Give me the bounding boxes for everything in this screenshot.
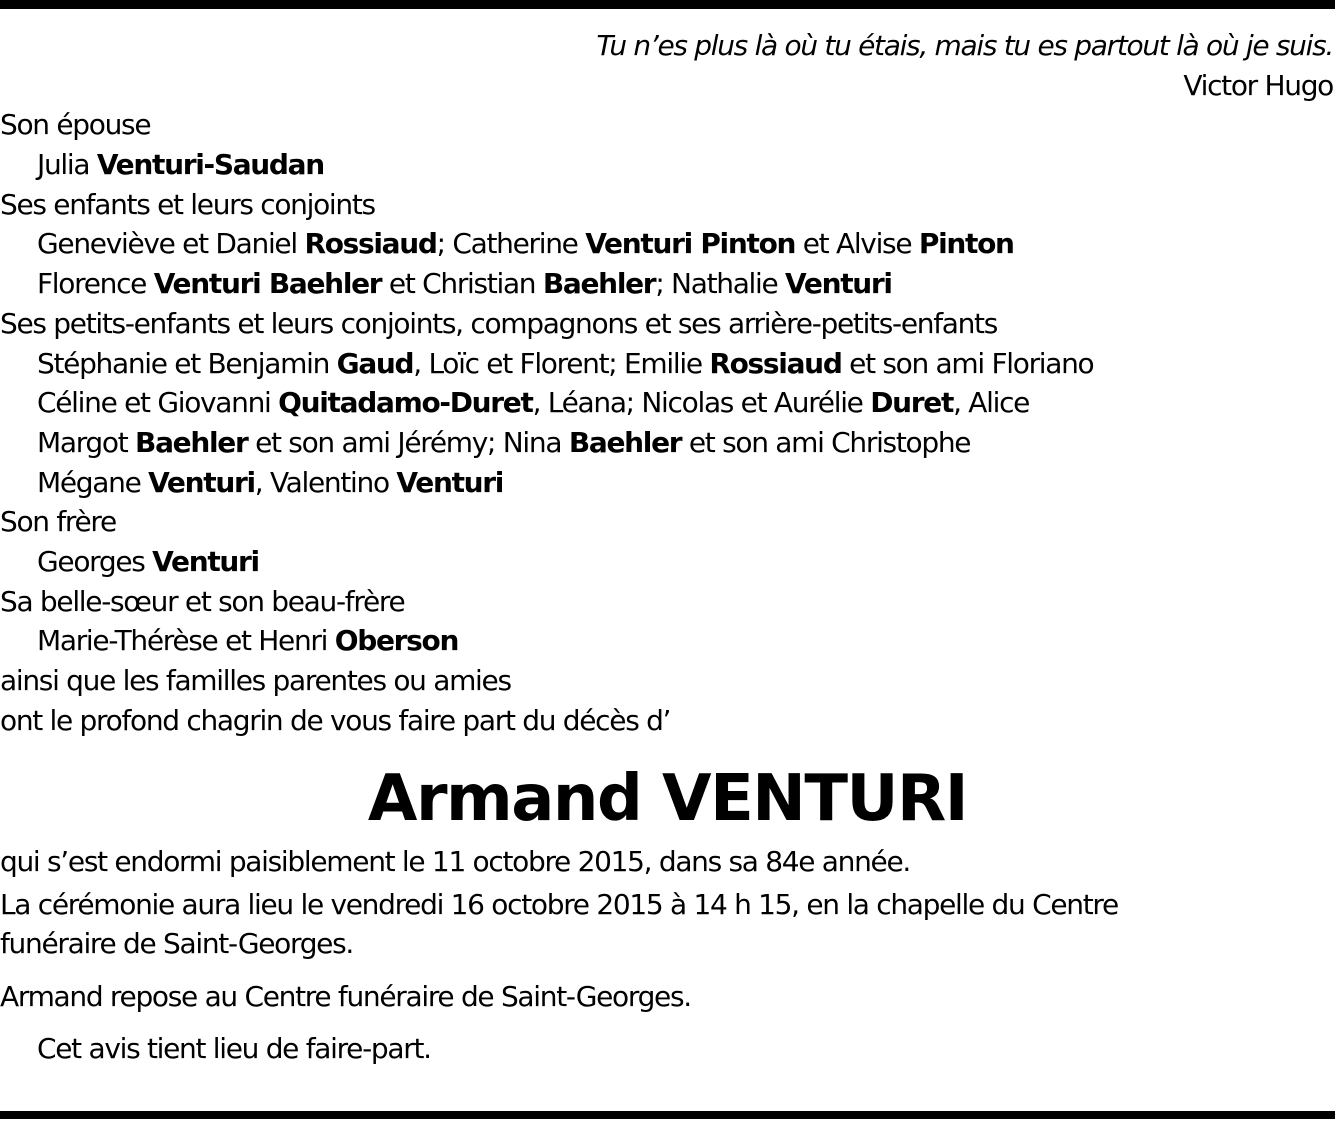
name-text: Geneviève et Daniel — [37, 227, 305, 261]
grandchildren-heading: Ses petits-enfants et leurs conjoints, compagnons et ses arrière-petits-enfants — [0, 306, 998, 340]
inlaws-names — [0, 621, 1335, 661]
passing-paragraph — [0, 842, 1335, 882]
spouse-last-name: Venturi-Saudan — [96, 148, 324, 182]
grandchildren-line — [0, 344, 1335, 384]
brother-first-name: Georges — [37, 544, 153, 578]
deceased-name: Armand VENTURI — [367, 762, 968, 837]
surname-text: Venturi — [396, 465, 504, 499]
spouse-heading: Son épouse — [0, 108, 151, 142]
inlaws-first-names: Marie-Thérèse et Henri — [37, 624, 335, 658]
announcement-line: ont le profond chagrin de vous faire part du décès d’ — [0, 703, 671, 737]
inlaws-last-name: Oberson — [334, 624, 459, 658]
name-text: et Christian — [381, 267, 543, 301]
surname-text: Venturi Baehler — [153, 267, 382, 301]
brother-last-name: Venturi — [152, 544, 259, 578]
surname-text: Baehler — [135, 425, 248, 459]
name-text: ; Catherine — [436, 227, 586, 261]
surname-text: Rossiaud — [304, 227, 437, 261]
name-text: Margot — [37, 425, 136, 459]
name-text: Florence — [37, 267, 154, 301]
brother-heading: Son frère — [0, 505, 116, 539]
obituary-notice — [0, 26, 1335, 1068]
ceremony-text-line: La cérémonie aura lieu le vendredi 16 octobre 2015 à 14 h 15, en la chapelle du Centre — [0, 888, 1118, 922]
name-text: et son ami Floriano — [841, 346, 1094, 380]
name-text: et son ami Jérémy; Nina — [247, 425, 569, 459]
rests-text: Armand repose au Centre funéraire de Saint-Georges. — [0, 980, 691, 1014]
ceremony-paragraph — [0, 885, 1335, 963]
surname-text: Venturi — [785, 267, 892, 301]
family-list — [0, 105, 1335, 740]
name-text: Céline et Giovanni — [37, 386, 279, 420]
inlaws-heading: Sa belle-sœur et son beau-frère — [0, 584, 405, 618]
name-text: et Alvise — [795, 227, 919, 261]
grandchildren-line — [0, 463, 1335, 503]
quote-author: Victor Hugo — [1183, 68, 1333, 102]
surname-text: Rossiaud — [709, 346, 842, 380]
spouse-name — [0, 145, 1335, 185]
top-rule — [0, 0, 1335, 9]
name-text: , Loïc et Florent; Emilie — [413, 346, 710, 380]
families-line: ainsi que les familles parentes ou amies — [0, 664, 511, 697]
grandchildren-line — [0, 383, 1335, 423]
surname-text: Venturi — [148, 465, 255, 499]
children-line — [0, 264, 1335, 304]
epigraph — [0, 26, 1335, 105]
notice-paragraph — [0, 1029, 1335, 1069]
passing-text: qui s’est endormi paisiblement le 11 octobre 2015, dans sa 84e année. — [0, 845, 911, 879]
surname-text: Duret — [870, 386, 954, 420]
bottom-rule — [0, 1111, 1335, 1119]
grandchildren-line — [0, 423, 1335, 463]
children-heading: Ses enfants et leurs conjoints — [0, 187, 375, 221]
name-text: ; Nathalie — [655, 267, 786, 301]
ceremony-text-line: funéraire de Saint-Georges. — [0, 927, 353, 961]
name-text: et son ami Christophe — [681, 425, 971, 459]
brother-name — [0, 542, 1335, 582]
surname-text: Venturi Pinton — [585, 227, 796, 261]
name-text: , Valentino — [254, 465, 397, 499]
surname-text: Gaud — [336, 346, 414, 380]
spouse-first-name: Julia — [37, 148, 97, 182]
notice-text: Cet avis tient lieu de faire-part. — [37, 1031, 431, 1065]
name-text: , Léana; Nicolas et Aurélie — [532, 386, 871, 420]
name-text: Mégane — [37, 465, 149, 499]
name-text: , Alice — [953, 386, 1030, 420]
rests-paragraph — [0, 977, 1335, 1017]
surname-text: Pinton — [918, 227, 1014, 261]
surname-text: Baehler — [568, 425, 682, 459]
surname-text: Baehler — [542, 267, 656, 301]
quote-text: Tu n’es plus là où tu étais, mais tu es partout là où je suis. — [596, 29, 1333, 62]
name-text: Stéphanie et Benjamin — [37, 346, 337, 380]
surname-text: Quitadamo-Duret — [278, 386, 533, 420]
children-line — [0, 224, 1335, 264]
